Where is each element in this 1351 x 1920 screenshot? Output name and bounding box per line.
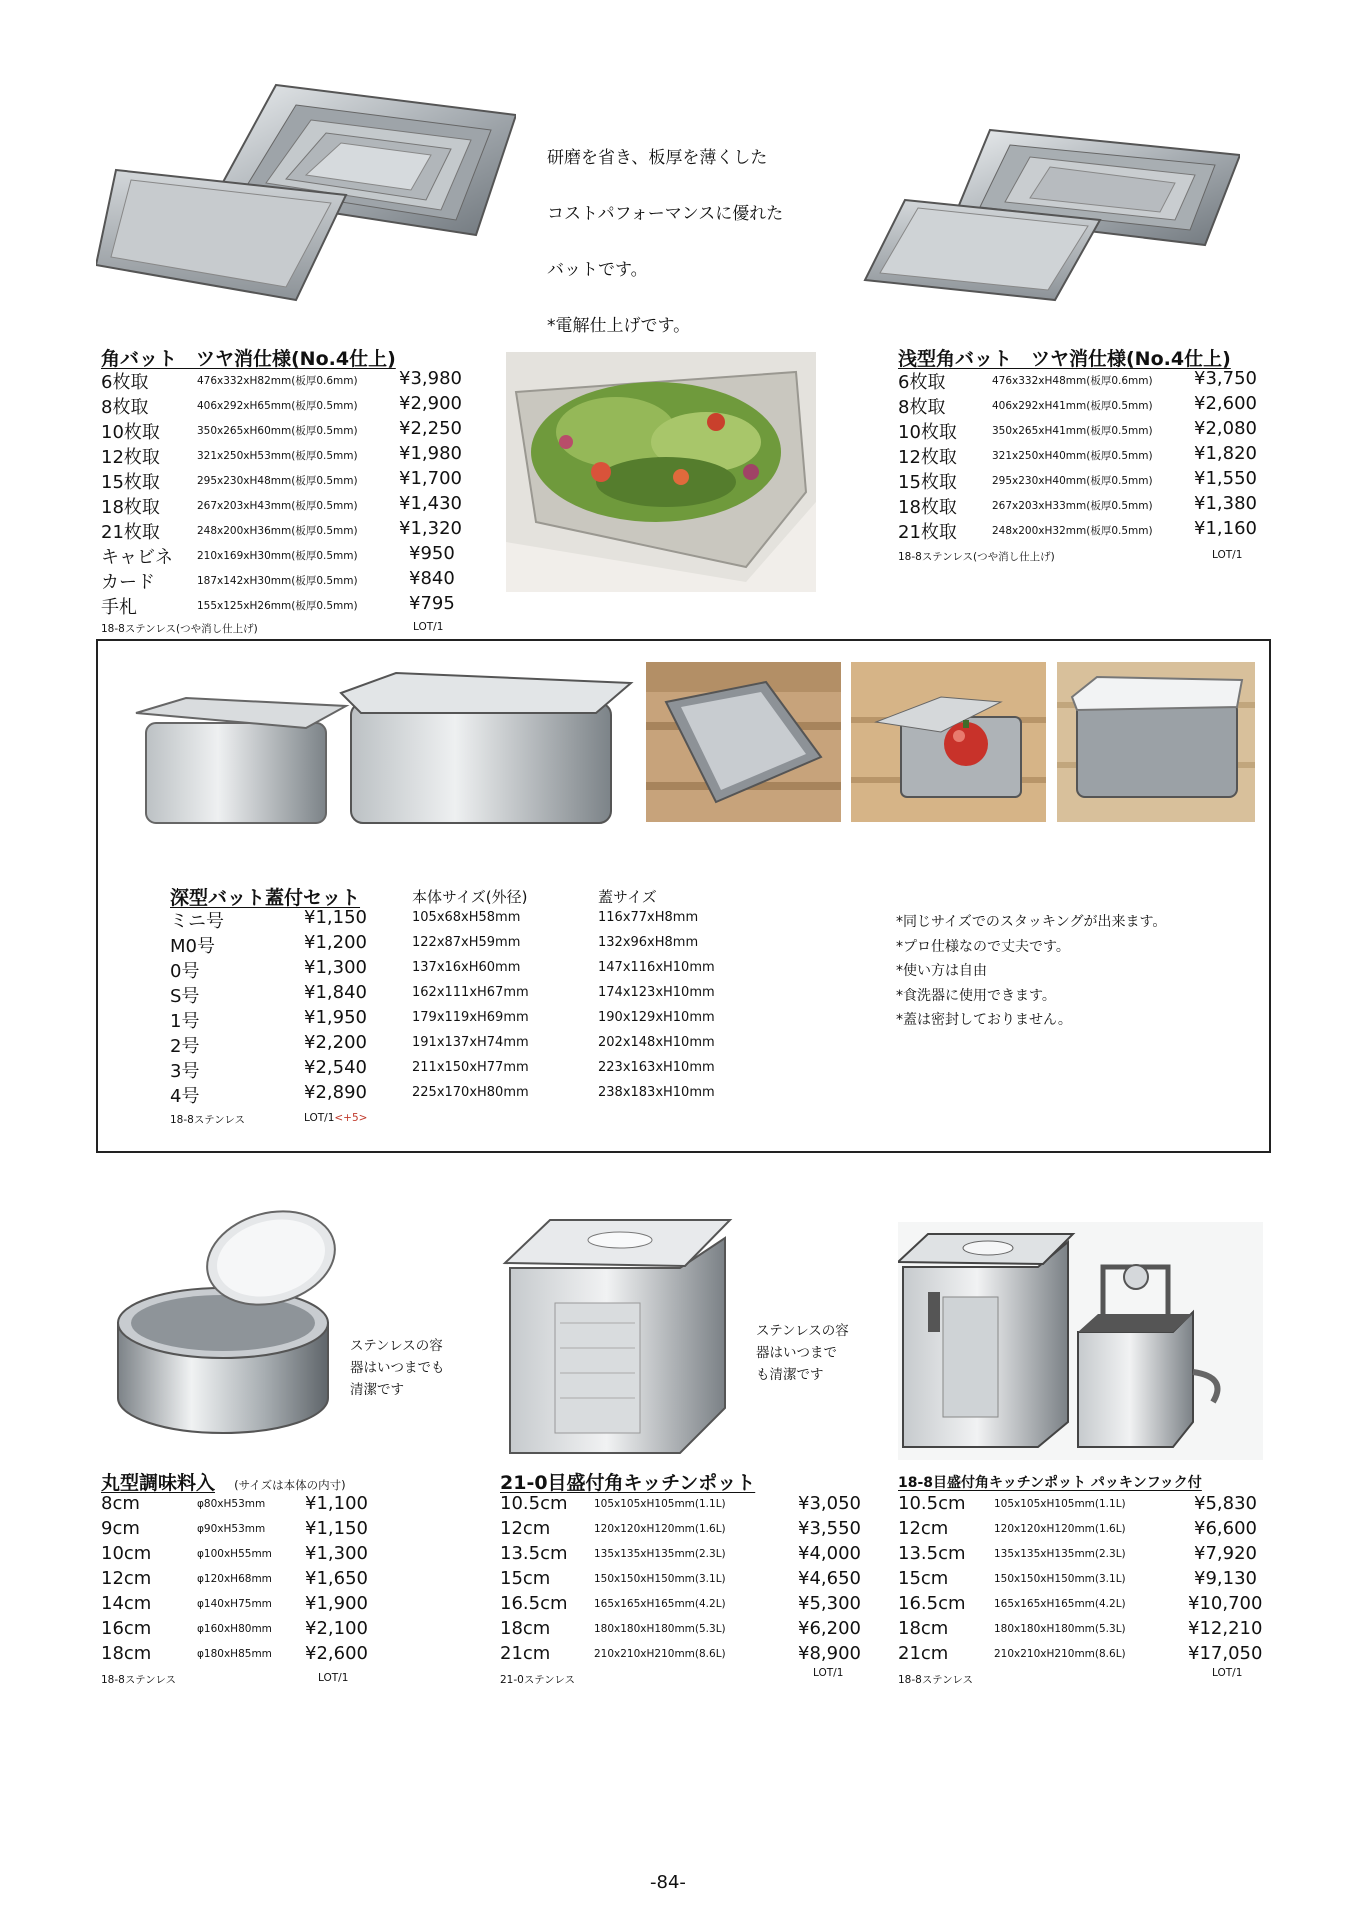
note-line: *使い方は自由 <box>896 963 987 979</box>
item-name: 14cm <box>101 1593 152 1614</box>
item-dimensions: 267x203xH33mm(板厚0.5mm) <box>992 500 1153 512</box>
item-price: ¥1,650 <box>305 1568 368 1589</box>
lid-size: 202x148xH10mm <box>598 1035 715 1050</box>
lot-note <box>304 1112 367 1124</box>
item-dimensions: 165x165xH165mm(4.2L) <box>594 1598 726 1610</box>
item-dimensions: 155x125xH26mm(板厚0.5mm) <box>197 600 358 612</box>
item-dimensions: 476x332xH48mm(板厚0.6mm) <box>992 375 1153 387</box>
lot-text: LOT/1 <box>304 1112 335 1124</box>
item-dimensions: 120x120xH120mm(1.6L) <box>594 1523 726 1535</box>
item-name: 10.5cm <box>898 1493 966 1514</box>
item-price: ¥1,160 <box>1194 518 1257 539</box>
kitchen-pot-caption <box>756 1320 849 1386</box>
section-asagata-bat-title: 浅型角バット ツヤ消仕様(No.4仕上) <box>898 348 1231 370</box>
intro-line: バットです。 <box>547 260 648 280</box>
item-price: ¥1,950 <box>304 1007 367 1028</box>
item-dimensions: 248x200xH36mm(板厚0.5mm) <box>197 525 358 537</box>
item-dimensions: 406x292xH65mm(板厚0.5mm) <box>197 400 358 412</box>
intro-text <box>547 140 783 344</box>
item-price: ¥5,300 <box>798 1593 861 1614</box>
item-price: ¥1,820 <box>1194 443 1257 464</box>
material-note: 18-8ステンレス <box>170 1114 246 1126</box>
item-dimensions: 165x165xH165mm(4.2L) <box>994 1598 1126 1610</box>
item-name: 12枚取 <box>101 447 160 468</box>
item-price: ¥2,600 <box>305 1643 368 1664</box>
intro-line: 研磨を省き、板厚を薄くした <box>547 148 768 168</box>
lot-note: LOT/1 <box>813 1667 844 1679</box>
item-name: キャビネ <box>101 547 173 568</box>
item-name: 12cm <box>500 1518 551 1539</box>
item-dimensions: 120x120xH120mm(1.6L) <box>994 1523 1126 1535</box>
body-size: 225x170xH80mm <box>412 1085 529 1100</box>
item-dimensions: 248x200xH32mm(板厚0.5mm) <box>992 525 1153 537</box>
round-container-caption <box>350 1335 445 1401</box>
section-round-subtitle: (サイズは本体の内寸) <box>234 1478 346 1492</box>
item-name: 12枚取 <box>898 447 957 468</box>
item-name: 10枚取 <box>898 422 957 443</box>
item-dimensions: φ90xH53mm <box>197 1523 266 1535</box>
item-dimensions: 350x265xH41mm(板厚0.5mm) <box>992 425 1153 437</box>
item-price: ¥1,900 <box>305 1593 368 1614</box>
item-name: 10.5cm <box>500 1493 568 1514</box>
material-note: 18-8ステンレス(つや消し仕上げ) <box>898 551 1055 563</box>
item-name: 18cm <box>500 1618 551 1639</box>
item-name: 6枚取 <box>101 372 149 393</box>
caption-line: ステンレスの容 <box>350 1338 443 1354</box>
section-round-title-wrap <box>101 1468 346 1495</box>
item-price: ¥2,890 <box>304 1082 367 1103</box>
item-dimensions: 210x210xH210mm(8.6L) <box>594 1648 726 1660</box>
item-price: ¥17,050 <box>1188 1643 1263 1664</box>
item-name: 6枚取 <box>898 372 946 393</box>
item-dimensions: 180x180xH180mm(5.3L) <box>994 1623 1126 1635</box>
lid-size: 132x96xH8mm <box>598 935 699 950</box>
item-dimensions: φ180xH85mm <box>197 1648 272 1660</box>
item-dimensions: 180x180xH180mm(5.3L) <box>594 1623 726 1635</box>
item-price: ¥1,300 <box>305 1543 368 1564</box>
item-price: ¥9,130 <box>1194 1568 1257 1589</box>
intro-line: コストパフォーマンスに優れた <box>547 204 784 224</box>
item-price: ¥1,840 <box>304 982 367 1003</box>
item-name: 13.5cm <box>898 1543 966 1564</box>
item-dimensions: 105x105xH105mm(1.1L) <box>594 1498 726 1510</box>
caption-line: ステンレスの容 <box>756 1323 849 1339</box>
item-name: 0号 <box>170 961 200 982</box>
item-price: ¥1,300 <box>304 957 367 978</box>
item-name: 1号 <box>170 1011 200 1032</box>
column-header-body-size: 本体サイズ(外径) <box>412 888 528 906</box>
item-dimensions: 210x210xH210mm(8.6L) <box>994 1648 1126 1660</box>
note-line: *同じサイズでのスタッキングが出来ます。 <box>896 914 1167 930</box>
item-name: 15枚取 <box>898 472 957 493</box>
material-note: 18-8ステンレス <box>898 1674 974 1686</box>
caption-line: 清潔です <box>350 1382 404 1398</box>
item-price: ¥795 <box>409 593 455 614</box>
item-name: 2号 <box>170 1036 200 1057</box>
lot-extra: <+5> <box>334 1112 368 1124</box>
item-dimensions: 105x105xH105mm(1.1L) <box>994 1498 1126 1510</box>
item-dimensions: φ100xH55mm <box>197 1548 272 1560</box>
item-price: ¥12,210 <box>1188 1618 1263 1639</box>
item-price: ¥3,980 <box>399 368 462 389</box>
deep-bat-notes <box>896 910 1166 1033</box>
item-price: ¥2,100 <box>305 1618 368 1639</box>
item-dimensions: 406x292xH41mm(板厚0.5mm) <box>992 400 1153 412</box>
item-name: カード <box>101 572 155 593</box>
item-dimensions: 150x150xH150mm(3.1L) <box>594 1573 726 1585</box>
item-name: 21cm <box>898 1643 949 1664</box>
item-name: 18cm <box>898 1618 949 1639</box>
item-price: ¥1,980 <box>399 443 462 464</box>
item-name: 10cm <box>101 1543 152 1564</box>
item-dimensions: φ120xH68mm <box>197 1573 272 1585</box>
item-name: 21cm <box>500 1643 551 1664</box>
item-dimensions: φ80xH53mm <box>197 1498 266 1510</box>
item-name: 15cm <box>500 1568 551 1589</box>
item-price: ¥2,080 <box>1194 418 1257 439</box>
item-dimensions: 350x265xH60mm(板厚0.5mm) <box>197 425 358 437</box>
item-price: ¥1,430 <box>399 493 462 514</box>
stacked-trays-image <box>96 75 516 310</box>
item-price: ¥3,550 <box>798 1518 861 1539</box>
item-price: ¥10,700 <box>1188 1593 1263 1614</box>
lot-note: LOT/1 <box>1212 1667 1243 1679</box>
item-price: ¥2,900 <box>399 393 462 414</box>
container-photo-tomato <box>851 662 1046 822</box>
item-price: ¥1,150 <box>304 907 367 928</box>
item-price: ¥950 <box>409 543 455 564</box>
container-photo-closed <box>1057 662 1255 822</box>
item-price: ¥5,830 <box>1194 1493 1257 1514</box>
material-note: 21-0ステンレス <box>500 1674 576 1686</box>
lot-note: LOT/1 <box>318 1672 349 1684</box>
item-price: ¥1,550 <box>1194 468 1257 489</box>
round-container-image <box>113 1208 338 1438</box>
lid-size: 147x116xH10mm <box>598 960 715 975</box>
body-size: 211x150xH77mm <box>412 1060 529 1075</box>
lidded-containers-image <box>126 668 636 828</box>
shallow-trays-image <box>860 105 1240 305</box>
item-price: ¥4,650 <box>798 1568 861 1589</box>
section-kaku-bat-title: 角バット ツヤ消仕様(No.4仕上) <box>101 348 396 370</box>
item-price: ¥3,050 <box>798 1493 861 1514</box>
item-dimensions: 187x142xH30mm(板厚0.5mm) <box>197 575 358 587</box>
item-dimensions: 150x150xH150mm(3.1L) <box>994 1573 1126 1585</box>
body-size: 191x137xH74mm <box>412 1035 529 1050</box>
item-price: ¥2,540 <box>304 1057 367 1078</box>
item-price: ¥1,320 <box>399 518 462 539</box>
caption-line: 器はいつまでも <box>350 1360 445 1376</box>
item-name: 8枚取 <box>898 397 946 418</box>
item-dimensions: 267x203xH43mm(板厚0.5mm) <box>197 500 358 512</box>
item-name: 手札 <box>101 597 137 618</box>
kitchen-pot-18-8-image <box>898 1222 1263 1460</box>
item-price: ¥6,200 <box>798 1618 861 1639</box>
item-name: 16.5cm <box>500 1593 568 1614</box>
item-name: 21枚取 <box>898 522 957 543</box>
item-name: M0号 <box>170 936 215 957</box>
item-name: 8枚取 <box>101 397 149 418</box>
note-line: *蓋は密封しておりません。 <box>896 1012 1072 1028</box>
kitchen-pot-21-0-image <box>500 1208 735 1458</box>
caption-line: も清潔です <box>756 1367 824 1383</box>
item-name: 16cm <box>101 1618 152 1639</box>
item-price: ¥2,250 <box>399 418 462 439</box>
item-dimensions: 295x230xH48mm(板厚0.5mm) <box>197 475 358 487</box>
section-deep-bat-title: 深型バット蓋付セット <box>170 887 361 909</box>
note-line: *プロ仕様なので丈夫です。 <box>896 938 1070 955</box>
item-price: ¥2,600 <box>1194 393 1257 414</box>
material-note: 18-8ステンレス <box>101 1674 177 1686</box>
item-price: ¥6,600 <box>1194 1518 1257 1539</box>
item-dimensions: 295x230xH40mm(板厚0.5mm) <box>992 475 1153 487</box>
salad-photo <box>506 352 816 592</box>
item-name: 18cm <box>101 1643 152 1664</box>
item-price: ¥1,200 <box>304 932 367 953</box>
item-dimensions: φ140xH75mm <box>197 1598 272 1610</box>
lid-size: 238x183xH10mm <box>598 1085 715 1100</box>
body-size: 162x111xH67mm <box>412 985 529 1000</box>
item-name: 3号 <box>170 1061 200 1082</box>
body-size: 122x87xH59mm <box>412 935 521 950</box>
item-dimensions: 321x250xH40mm(板厚0.5mm) <box>992 450 1153 462</box>
body-size: 179x119xH69mm <box>412 1010 529 1025</box>
section-kitchen-pot-21-0-title: 21-0目盛付角キッチンポット <box>500 1472 756 1494</box>
item-price: ¥8,900 <box>798 1643 861 1664</box>
section-round-title: 丸型調味料入 <box>101 1472 216 1494</box>
item-dimensions: 321x250xH53mm(板厚0.5mm) <box>197 450 358 462</box>
item-price: ¥1,380 <box>1194 493 1257 514</box>
item-name: 13.5cm <box>500 1543 568 1564</box>
column-header-lid-size: 蓋サイズ <box>598 888 657 906</box>
item-dimensions: 135x135xH135mm(2.3L) <box>594 1548 726 1560</box>
item-name: 4号 <box>170 1086 200 1107</box>
item-name: 15cm <box>898 1568 949 1589</box>
item-name: 8cm <box>101 1493 140 1514</box>
item-dimensions: φ160xH80mm <box>197 1623 272 1635</box>
intro-line: *電解仕上げです。 <box>547 316 691 336</box>
note-line: *食洗器に使用できます。 <box>896 987 1056 1004</box>
item-name: 21枚取 <box>101 522 160 543</box>
item-name: 18枚取 <box>101 497 160 518</box>
lid-size: 116x77xH8mm <box>598 910 699 925</box>
item-dimensions: 476x332xH82mm(板厚0.6mm) <box>197 375 358 387</box>
body-size: 137x16xH60mm <box>412 960 521 975</box>
item-dimensions: 210x169xH30mm(板厚0.5mm) <box>197 550 358 562</box>
caption-line: 器はいつまで <box>756 1345 837 1361</box>
lid-size: 223x163xH10mm <box>598 1060 715 1075</box>
item-name: ミニ号 <box>170 911 224 932</box>
item-price: ¥3,750 <box>1194 368 1257 389</box>
item-name: 12cm <box>101 1568 152 1589</box>
item-name: 10枚取 <box>101 422 160 443</box>
item-name: 9cm <box>101 1518 140 1539</box>
item-price: ¥4,000 <box>798 1543 861 1564</box>
lot-note: LOT/1 <box>1212 549 1243 561</box>
container-photo-empty <box>646 662 841 822</box>
item-price: ¥840 <box>409 568 455 589</box>
item-name: 18枚取 <box>898 497 957 518</box>
lid-size: 190x129xH10mm <box>598 1010 715 1025</box>
material-note: 18-8ステンレス(つや消し仕上げ) <box>101 623 258 635</box>
item-price: ¥7,920 <box>1194 1543 1257 1564</box>
item-price: ¥2,200 <box>304 1032 367 1053</box>
item-price: ¥1,700 <box>399 468 462 489</box>
item-name: 16.5cm <box>898 1593 966 1614</box>
page-number: -84- <box>650 1872 686 1893</box>
section-kitchen-pot-18-8-title: 18-8目盛付角キッチンポット パッキンフック付 <box>898 1475 1202 1491</box>
lot-note: LOT/1 <box>413 621 444 633</box>
item-price: ¥1,100 <box>305 1493 368 1514</box>
item-name: 15枚取 <box>101 472 160 493</box>
item-dimensions: 135x135xH135mm(2.3L) <box>994 1548 1126 1560</box>
body-size: 105x68xH58mm <box>412 910 521 925</box>
item-name: S号 <box>170 986 200 1007</box>
item-price: ¥1,150 <box>305 1518 368 1539</box>
lid-size: 174x123xH10mm <box>598 985 715 1000</box>
item-name: 12cm <box>898 1518 949 1539</box>
